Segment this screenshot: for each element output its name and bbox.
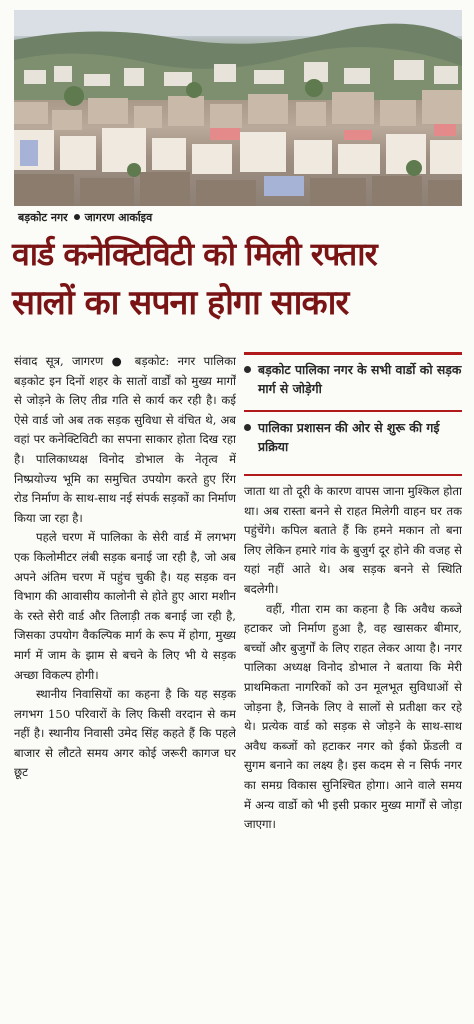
left-paragraph-3: स्थानीय निवासियों का कहना है कि यह सड़क लगभग 150 परिवारों के लिए किसी वरदान से कम नहीं है। स्थानीय निवासी उमेद सिंह कहते हैं कि पहले बाजार से लौटते समय अगर कोई जरूरी कागज घर छूट xyxy=(14,687,236,780)
headline-line-2: सालों का सपना होगा साकार xyxy=(12,283,349,323)
right-paragraph-2: वहीं, गीता राम का कहना है कि अवैध कब्जे हटाकर जो निर्माण हुआ है, वह खासकर बीमार, बच्चों और बुजुर्गों के लिए राहत लेकर आया है। नगर पालिका अध्यक्ष विनोद डोभाल ने बताया कि मेरी प्राथमिकता नागरिकों को उन मूलभूत सुविधाओं से जोड़ना है, जिनके लिए वे सालों से प्रतीक्षा कर रहे थे। प्रत्येक वार्ड को सड़क से जोड़ने के साथ-साथ अवैध कब्जों को हटाकर नगर को ईको फ्रेंडली व सुगम बनाने का लक्ष्य है। इस कदम से न सिर्फ नगर का समग्र विकास सुनिश्चित होगा। आने वाले समय में अन्य वार्डो को भी इसी प्रकार मुख्य मार्गों से जोड़ा जाएगा। xyxy=(244,601,462,832)
bullet-icon xyxy=(244,424,251,431)
photo-caption xyxy=(18,210,458,228)
caption-credit: जागरण आर्काइव xyxy=(84,211,153,224)
left-paragraph-1: संवाद सूत्र, जागरण ● बड़कोट: नगर पालिका बड़कोट इन दिनों शहर के सातों वार्डों को मुख्य मार्गों से जोड़ने के लिए तीव्र गति से कार्य कर रही है। कई ऐसे वार्ड जो अब तक सड़क सुविधा से वंचित थे, अब वहां पर कनेक्टिविटी का सपना साकार होता दिख रहा है। पालिकाध्यक्ष विनोद डोभाल के नेतृत्व में निष्प्रयोज्य भूमि का समुचित उपयोग करते हुए रिंग रोड निर्माण के साथ-साथ नई संपर्क सड़कों का निर्माण किया जा रहा है। xyxy=(14,354,236,525)
town-aerial-photo xyxy=(14,10,462,206)
highlight-text-1: बड़कोट पालिका नगर के सभी वार्डो को सड़क मार्ग से जोड़ेगी xyxy=(258,362,462,396)
article-right-column xyxy=(244,482,462,1016)
highlight-point-1 xyxy=(244,360,462,398)
red-rule xyxy=(244,410,462,412)
photo-scene xyxy=(14,10,462,206)
highlights-box xyxy=(244,348,462,480)
bullet-icon xyxy=(74,214,80,220)
right-paragraph-1: जाता था तो दूरी के कारण वापस जाना मुश्किल होता था। अब रास्ता बनने से राहत मिलेगी वाहन घर तक पहुंचेंगे। कपिल बताते हैं कि हमने मकान तो बना लिए लेकिन हमारे गांव के बुजुर्ग दूर होने की वजह से यहां नहीं आते थे। अब सड़क बनने से स्थिति बदलेगी। xyxy=(244,484,462,596)
bullet-icon xyxy=(244,366,251,373)
left-paragraph-2: पहले चरण में पालिका के सेरी वार्ड में लगभग एक किलोमीटर लंबी सड़क बनाई जा रही है, जो अब अपने अंतिम चरण में पहुंच चुकी है। यह सड़क वन विभाग की आवासीय कालोनी से होते हुए आरा मशीन के रस्ते सेरी वार्ड और तिलाड़ी तक बनाई जा रही है, जिसका उपयोग वैकल्पिक मार्ग के रूप में होगा, मुख्य मार्ग में जाम के झाम से बचने के लिए भी ये सड़क अच्छा विकल्प होगी। xyxy=(14,530,236,682)
highlight-point-2 xyxy=(244,418,462,456)
red-rule xyxy=(244,474,462,476)
red-rule xyxy=(244,352,462,355)
highlight-text-2: पालिका प्रशासन की ओर से शुरू की गई प्रक्रिया xyxy=(258,420,440,454)
headline-line-1: वार्ड कनेक्टिविटी को मिली रफ्तार xyxy=(12,235,377,273)
caption-place: बड़कोट नगर xyxy=(18,211,68,224)
article-left-column xyxy=(14,352,236,1016)
